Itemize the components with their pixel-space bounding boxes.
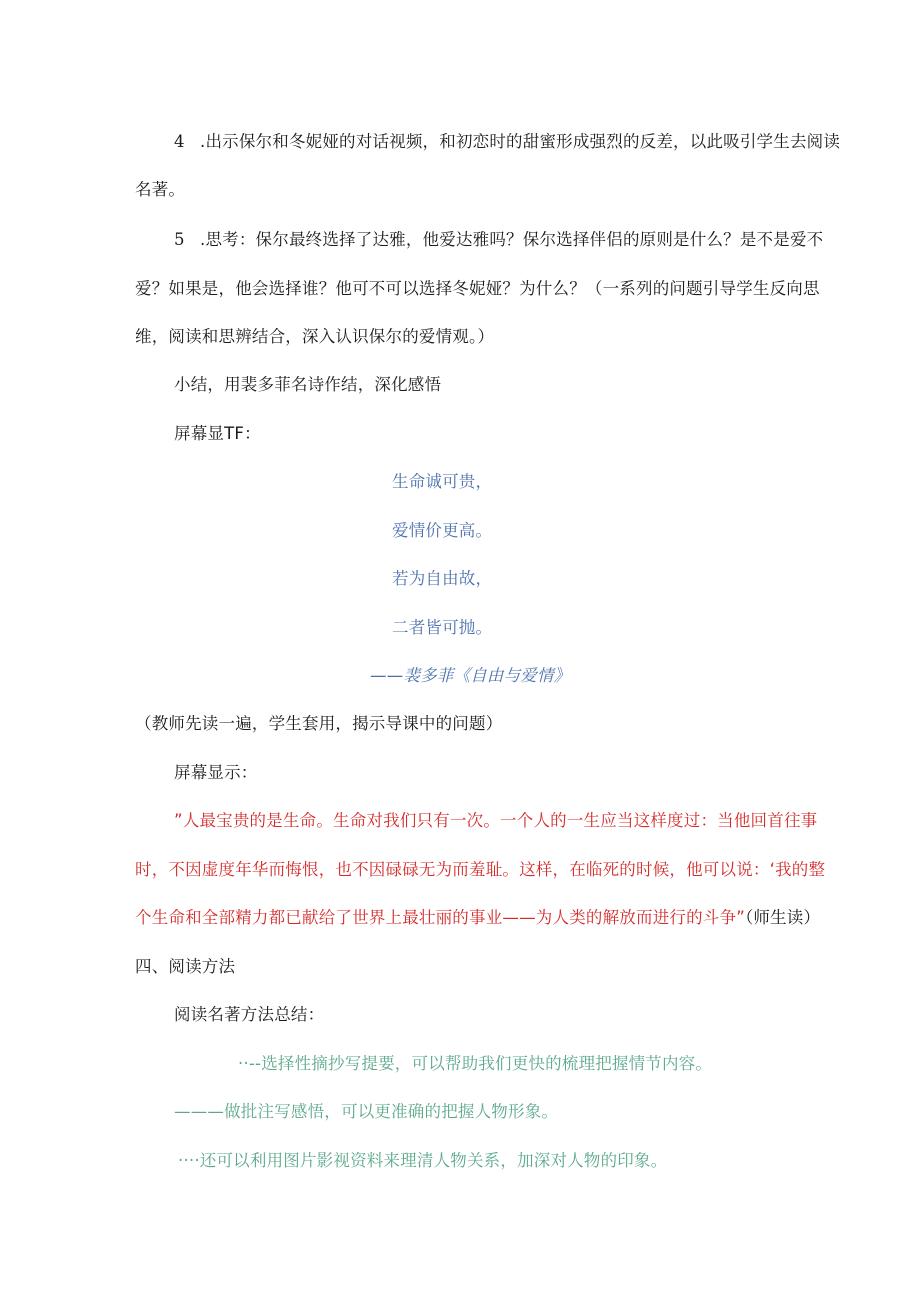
- item-5-text: .思考：保尔最终选择了达雅，他爱达雅吗？保尔选择伴侣的原则是什么？是不是爱不: [200, 230, 824, 249]
- quote-line-3-tail: （师生读）: [744, 908, 821, 927]
- quote-line-1: ”人最宝贵的是生命。生命对我们只有一次。一个人的一生应当这样度过：当他回首往事: [174, 811, 818, 830]
- summary-heading: 小结，用裴多菲名诗作结，深化感悟: [174, 375, 442, 394]
- item-5-line-2: 爱？如果是，他会选择谁？他可不可以选择冬妮娅？为什么？（一系列的问题引导学生反向思: [135, 279, 820, 298]
- item-5-line-3: 维，阅读和思辨结合，深入认识保尔的爱情观。）: [135, 327, 495, 346]
- poem-line-3: 若为自由故，: [392, 569, 493, 588]
- item-5-line-1: [174, 228, 823, 252]
- method-item-2: ———做批注写感悟，可以更准确的把握人物形象。: [174, 1102, 559, 1121]
- method-item-3: ····还可以利用图片影视资料来理清人物关系，加深对人物的印象。: [178, 1151, 668, 1170]
- item-4-number: 4: [174, 132, 185, 151]
- item-4-line-2: 名著。: [135, 180, 186, 199]
- teacher-note: （教师先读一遍，学生套用，揭示导课中的问题）: [135, 714, 503, 733]
- item-4-line-1: [174, 130, 840, 154]
- section-4-heading: 四、阅读方法: [135, 957, 236, 976]
- screen-label-2: 屏幕显示：: [174, 763, 258, 782]
- poem-line-2: 爱情价更高。: [392, 521, 493, 540]
- poem-line-4: 二者皆可抛。: [392, 618, 493, 637]
- quote-line-2: 时，不因虚度年华而悔恨，也不因碌碌无为而羞耻。这样，在临死的时候，他可以说：‘我的整: [135, 860, 826, 879]
- screen-label-1: 屏幕显TF：: [174, 424, 261, 443]
- quote-line-3: [135, 906, 820, 930]
- quote-line-3-text: 个生命和全部精力都已献给了世界上最壮丽的事业——为人类的解放而进行的斗争”: [135, 908, 745, 927]
- method-item-1: ··--选择性摘抄写提要，可以帮助我们更快的梳理把握情节内容。: [238, 1054, 713, 1073]
- item-5-number: 5: [174, 230, 185, 249]
- item-4-text: .出示保尔和冬妮娅的对话视频，和初恋时的甜蜜形成强烈的反差，以此吸引学生去阅读: [200, 132, 841, 151]
- poem-line-1: 生命诚可贵，: [392, 472, 493, 491]
- methods-heading: 阅读名著方法总结：: [174, 1005, 325, 1024]
- poem-attribution: ——裴多菲《自由与爱情》: [370, 666, 571, 685]
